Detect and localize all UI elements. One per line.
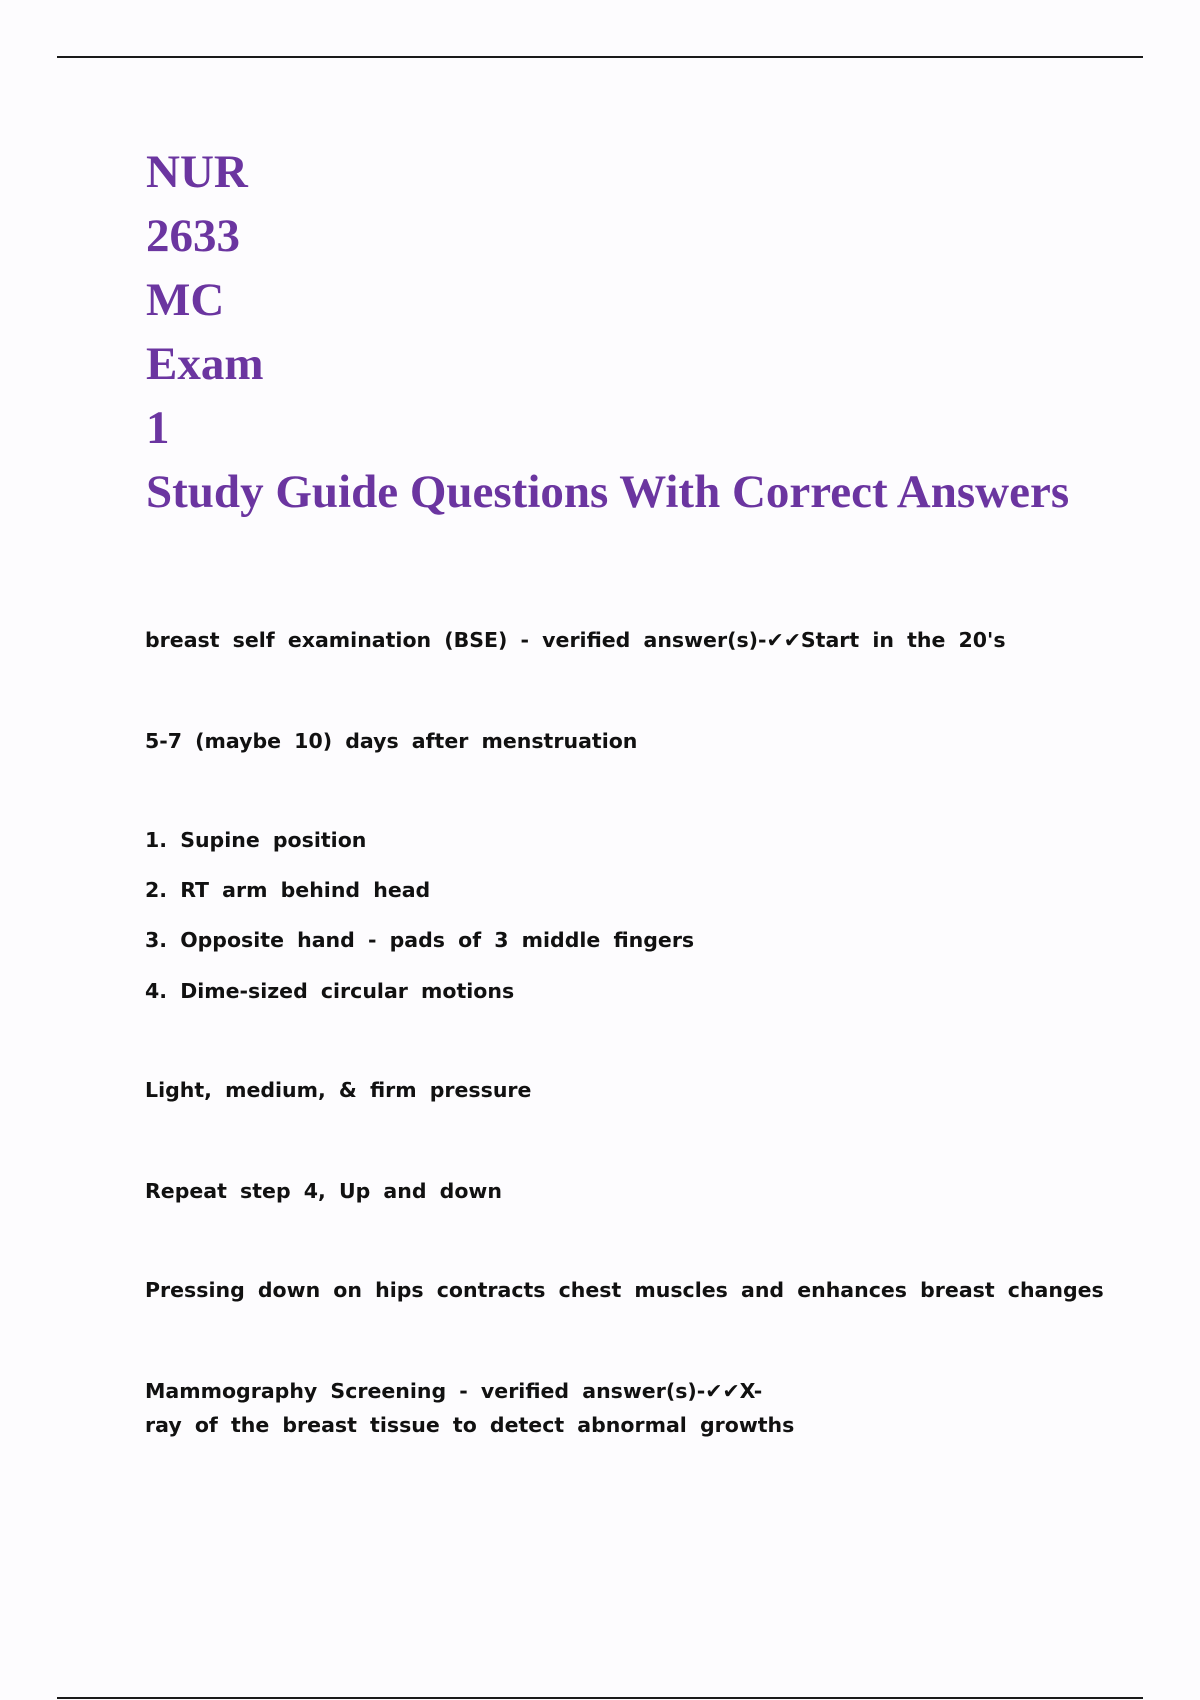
answer-text: Light, medium, & firm pressure: [145, 1078, 532, 1102]
footer-rule: [57, 1697, 1143, 1699]
list-item: 4. Dime-sized circular motions: [145, 979, 515, 1003]
title-line: 2633: [146, 210, 240, 262]
title-line: NUR: [146, 146, 248, 198]
header-rule: [57, 56, 1143, 58]
answer-text: Repeat step 4, Up and down: [145, 1179, 502, 1203]
list-item: 1. Supine position: [145, 828, 367, 852]
title-line: 1: [146, 402, 170, 454]
answer-text: ray of the breast tissue to detect abnormal growths: [145, 1413, 795, 1437]
question-bse: breast self examination (BSE) - verified answer(s)-✔✔Start in the 20's: [145, 628, 1006, 652]
answer-text: Pressing down on hips contracts chest muscles and enhances breast changes: [145, 1278, 1104, 1302]
list-item: 3. Opposite hand - pads of 3 middle fingers: [145, 928, 695, 952]
document-title: [146, 140, 1146, 524]
title-line: Study Guide Questions With Correct Answers: [146, 466, 1070, 518]
title-line: Exam: [146, 338, 264, 390]
title-line: MC: [146, 274, 225, 326]
question-mammography: Mammography Screening - verified answer(s)-✔✔X-: [145, 1379, 763, 1403]
list-item: 2. RT arm behind head: [145, 878, 431, 902]
answer-text: 5-7 (maybe 10) days after menstruation: [145, 729, 638, 753]
